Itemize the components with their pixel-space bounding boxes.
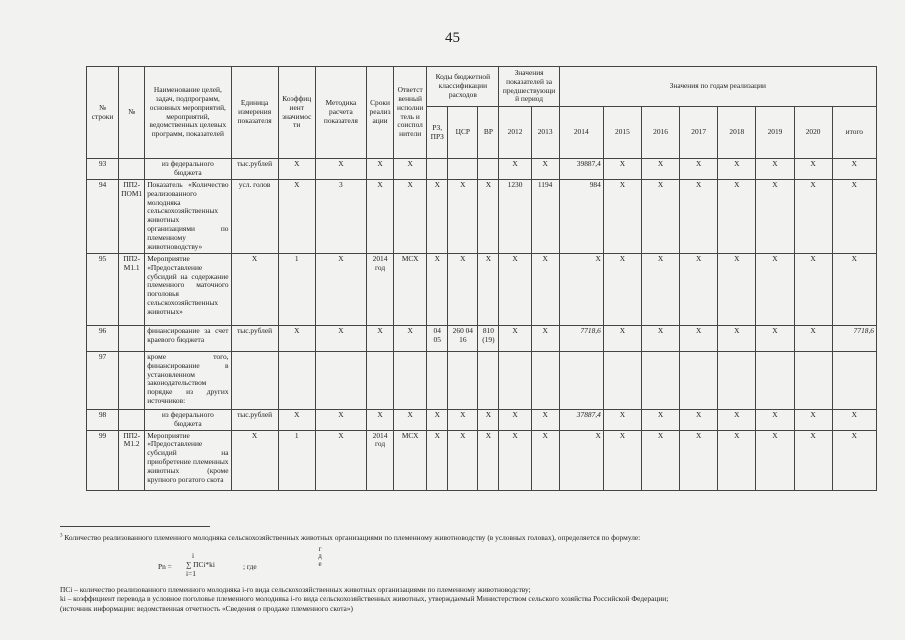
cell-coef: X (278, 159, 315, 180)
cell-v2020 (794, 351, 832, 409)
formula-sum: ∑ ПСi*ki (186, 559, 215, 569)
cell-v2018: X (718, 409, 756, 430)
formula-sum-block (186, 552, 215, 579)
cell-vr (478, 159, 499, 180)
header-prev-values: Значения показателей за предшествующий период (499, 67, 559, 107)
cell-v2016: X (641, 409, 679, 430)
cell-resp: X (394, 409, 427, 430)
cell-v2020: X (794, 253, 832, 325)
formula-lower: i=1 (186, 568, 196, 578)
cell-code: ПП2-ПОМ1 (119, 179, 145, 253)
indicators-table (86, 66, 877, 491)
header-2015: 2015 (603, 107, 641, 159)
cell-coef: X (278, 325, 315, 351)
cell-csr: X (448, 409, 478, 430)
cell-v2015 (603, 351, 641, 409)
cell-v2018: X (718, 179, 756, 253)
cell-v2018: X (718, 430, 756, 490)
cell-term: X (367, 409, 394, 430)
table-row (87, 430, 877, 490)
header-budget-codes: Коды бюджетной классификации расходов (427, 67, 499, 107)
cell-rz: 04 05 (427, 325, 448, 351)
cell-unit: тыс.рублей (231, 325, 278, 351)
cell-method: X (315, 253, 366, 325)
cell-term: X (367, 325, 394, 351)
cell-name: финансирование за счет краевого бюджета (145, 325, 231, 351)
cell-coef (278, 351, 315, 409)
cell-vr: X (478, 430, 499, 490)
cell-csr: X (448, 179, 478, 253)
cell-line: 97 (87, 351, 119, 409)
cell-coef: X (278, 179, 315, 253)
cell-rz: X (427, 409, 448, 430)
table-body (87, 159, 877, 491)
header-2017: 2017 (680, 107, 718, 159)
cell-resp: X (394, 325, 427, 351)
cell-coef: 1 (278, 253, 315, 325)
header-no: № (119, 67, 145, 159)
header-2019: 2019 (756, 107, 794, 159)
cell-total: X (832, 159, 876, 180)
definition-ki: ki – коэффициент перевода в условное поголовье племенного молодняка i-го вида сельскохозяйственных животных, утверждаемый Министерством сельского хозяйства Российской Федерации; (60, 594, 669, 604)
cell-unit: X (231, 253, 278, 325)
cell-total: 7718,6 (832, 325, 876, 351)
cell-csr: X (448, 430, 478, 490)
cell-total: X (832, 179, 876, 253)
cell-v2018 (718, 351, 756, 409)
footnote-body: Количество реализованного племенного молодняка сельскохозяйственных животных организациями по племенному животноводству (в условных головах), определяется по формуле: (64, 533, 641, 542)
cell-vr (478, 351, 499, 409)
cell-rz: X (427, 430, 448, 490)
cell-v2018: X (718, 159, 756, 180)
footnote-text (60, 533, 850, 542)
header-rz: РЗ, ПРЗ (427, 107, 448, 159)
cell-v2020: X (794, 159, 832, 180)
footnote-divider (60, 526, 210, 527)
cell-v2013 (531, 351, 559, 409)
cell-csr: 260 04 16 (448, 325, 478, 351)
cell-v2017: X (680, 325, 718, 351)
cell-rz: X (427, 179, 448, 253)
cell-v2013: X (531, 159, 559, 180)
cell-v2013: X (531, 325, 559, 351)
footnote-definitions (60, 585, 860, 613)
cell-v2020: X (794, 409, 832, 430)
cell-v2017: X (680, 159, 718, 180)
cell-total: X (832, 253, 876, 325)
cell-v2012: X (499, 409, 531, 430)
cell-v2014: 39887,4 (559, 159, 603, 180)
cell-code (119, 325, 145, 351)
definition-psi: ПСi – количество реализованного племенного молодняка i-го вида сельскохозяйственных животных организациями по племенному животноводству; (60, 585, 531, 594)
cell-v2015: X (603, 430, 641, 490)
cell-v2013: X (531, 409, 559, 430)
header-resp: Ответственный исполнитель и соисполнители (394, 67, 427, 159)
cell-code (119, 351, 145, 409)
table-row (87, 159, 877, 180)
cell-v2012 (499, 351, 531, 409)
header-row-no: № строки (87, 67, 119, 159)
cell-method (315, 351, 366, 409)
cell-resp: X (394, 159, 427, 180)
cell-v2018: X (718, 253, 756, 325)
cell-line: 96 (87, 325, 119, 351)
header-total: итого (832, 107, 876, 159)
cell-term: 2014 год (367, 253, 394, 325)
formula-gde-letters: г д е (318, 545, 322, 568)
cell-v2016: X (641, 253, 679, 325)
cell-name: кроме того, финансирование в установленном законодательством порядке из других источников: (145, 351, 231, 409)
cell-v2015: X (603, 159, 641, 180)
cell-v2020: X (794, 325, 832, 351)
cell-v2013: 1194 (531, 179, 559, 253)
cell-v2017: X (680, 179, 718, 253)
cell-coef: 1 (278, 430, 315, 490)
cell-v2016: X (641, 179, 679, 253)
cell-v2014: 37887,4 (559, 409, 603, 430)
cell-v2015: X (603, 409, 641, 430)
header-2013: 2013 (531, 107, 559, 159)
header-2016: 2016 (641, 107, 679, 159)
formula-upper: i (192, 551, 195, 560)
cell-total (832, 351, 876, 409)
cell-unit: тыс.рублей (231, 159, 278, 180)
cell-vr: 810 (19) (478, 325, 499, 351)
table-row (87, 325, 877, 351)
cell-code (119, 409, 145, 430)
cell-v2019: X (756, 159, 794, 180)
cell-v2019: X (756, 325, 794, 351)
cell-resp: МСХ (394, 430, 427, 490)
cell-unit: тыс.рублей (231, 409, 278, 430)
cell-v2017: X (680, 253, 718, 325)
cell-v2020: X (794, 179, 832, 253)
cell-v2019 (756, 351, 794, 409)
formula-lhs: Pn = (158, 562, 172, 571)
cell-unit (231, 351, 278, 409)
cell-v2016: X (641, 159, 679, 180)
cell-v2012: X (499, 159, 531, 180)
cell-rz (427, 159, 448, 180)
cell-line: 99 (87, 430, 119, 490)
table-row (87, 351, 877, 409)
cell-v2017: X (680, 409, 718, 430)
header-method: Методика расчета показателя (315, 67, 366, 159)
cell-name: Мероприятие «Предоставление субсидий на содержание племенного маточного поголовья сельскохозяйственных животных» (145, 253, 231, 325)
cell-method: X (315, 409, 366, 430)
cell-name: Показатель «Количество реализованного молодняка сельскохозяйственных животных организациями по племенному животноводству» (145, 179, 231, 253)
table-row (87, 179, 877, 253)
cell-total: X (832, 409, 876, 430)
cell-v2012: X (499, 430, 531, 490)
cell-v2018: X (718, 325, 756, 351)
header-years-values: Значения по годам реализации (559, 67, 876, 107)
cell-code: ПП2-М1.1 (119, 253, 145, 325)
header-csr: ЦСР (448, 107, 478, 159)
cell-line: 94 (87, 179, 119, 253)
header-2020: 2020 (794, 107, 832, 159)
header-vr: ВР (478, 107, 499, 159)
cell-name: из федерального бюджета (145, 159, 231, 180)
cell-v2019: X (756, 253, 794, 325)
cell-line: 95 (87, 253, 119, 325)
header-2012: 2012 (499, 107, 531, 159)
cell-v2014 (559, 351, 603, 409)
cell-coef: X (278, 409, 315, 430)
header-2014: 2014 (559, 107, 603, 159)
cell-term: 2014 год (367, 430, 394, 490)
header-term: Сроки реализации (367, 67, 394, 159)
header-2018: 2018 (718, 107, 756, 159)
cell-resp: X (394, 179, 427, 253)
header-name: Наименование целей, задач, подпрограмм, основных мероприятий, мероприятий, ведомственных целевых программ, показателей (145, 67, 231, 159)
cell-v2016: X (641, 325, 679, 351)
cell-vr: X (478, 179, 499, 253)
cell-v2015: X (603, 253, 641, 325)
cell-v2017: X (680, 430, 718, 490)
cell-line: 93 (87, 159, 119, 180)
cell-code (119, 159, 145, 180)
cell-v2019: X (756, 179, 794, 253)
cell-v2019: X (756, 430, 794, 490)
cell-v2016: X (641, 430, 679, 490)
cell-line: 98 (87, 409, 119, 430)
cell-v2019: X (756, 409, 794, 430)
cell-method: X (315, 325, 366, 351)
definition-source: (источник информации: ведомственная отчетность «Сведения о продаже племенного скота») (60, 603, 353, 613)
cell-vr: X (478, 253, 499, 325)
cell-v2016 (641, 351, 679, 409)
cell-csr (448, 351, 478, 409)
cell-vr: X (478, 409, 499, 430)
cell-v2013: X (531, 430, 559, 490)
header-unit: Единица измерения показателя (231, 67, 278, 159)
cell-name: Мероприятие «Предоставление субсидий на приобретение племенных животных (кроме крупного рогатого скота (145, 430, 231, 490)
formula-tail: ; где (243, 562, 257, 571)
cell-rz (427, 351, 448, 409)
cell-v2013: X (531, 253, 559, 325)
footnote-mark: 3 (60, 533, 63, 539)
cell-method: 3 (315, 179, 366, 253)
cell-v2014: 984 (559, 179, 603, 253)
table-row (87, 409, 877, 430)
cell-code: ПП2-М1.2 (119, 430, 145, 490)
cell-method: X (315, 430, 366, 490)
cell-csr: X (448, 253, 478, 325)
cell-v2020: X (794, 430, 832, 490)
cell-resp (394, 351, 427, 409)
cell-v2015: X (603, 179, 641, 253)
cell-v2015: X (603, 325, 641, 351)
cell-csr (448, 159, 478, 180)
cell-v2012: X (499, 253, 531, 325)
cell-v2014: X (559, 430, 603, 490)
cell-unit: X (231, 430, 278, 490)
header-coef: Коэффициент значимости (278, 67, 315, 159)
cell-v2014: 7718,6 (559, 325, 603, 351)
cell-v2012: X (499, 325, 531, 351)
cell-resp: МСХ (394, 253, 427, 325)
cell-term: X (367, 179, 394, 253)
cell-rz: X (427, 253, 448, 325)
cell-term: X (367, 159, 394, 180)
cell-method: X (315, 159, 366, 180)
cell-name: из федерального бюджета (145, 409, 231, 430)
cell-unit: усл. голов (231, 179, 278, 253)
cell-v2017 (680, 351, 718, 409)
cell-v2012: 1230 (499, 179, 531, 253)
cell-v2014: X (559, 253, 603, 325)
table-row (87, 253, 877, 325)
cell-total: X (832, 430, 876, 490)
cell-term (367, 351, 394, 409)
page-number: 45 (445, 30, 460, 46)
